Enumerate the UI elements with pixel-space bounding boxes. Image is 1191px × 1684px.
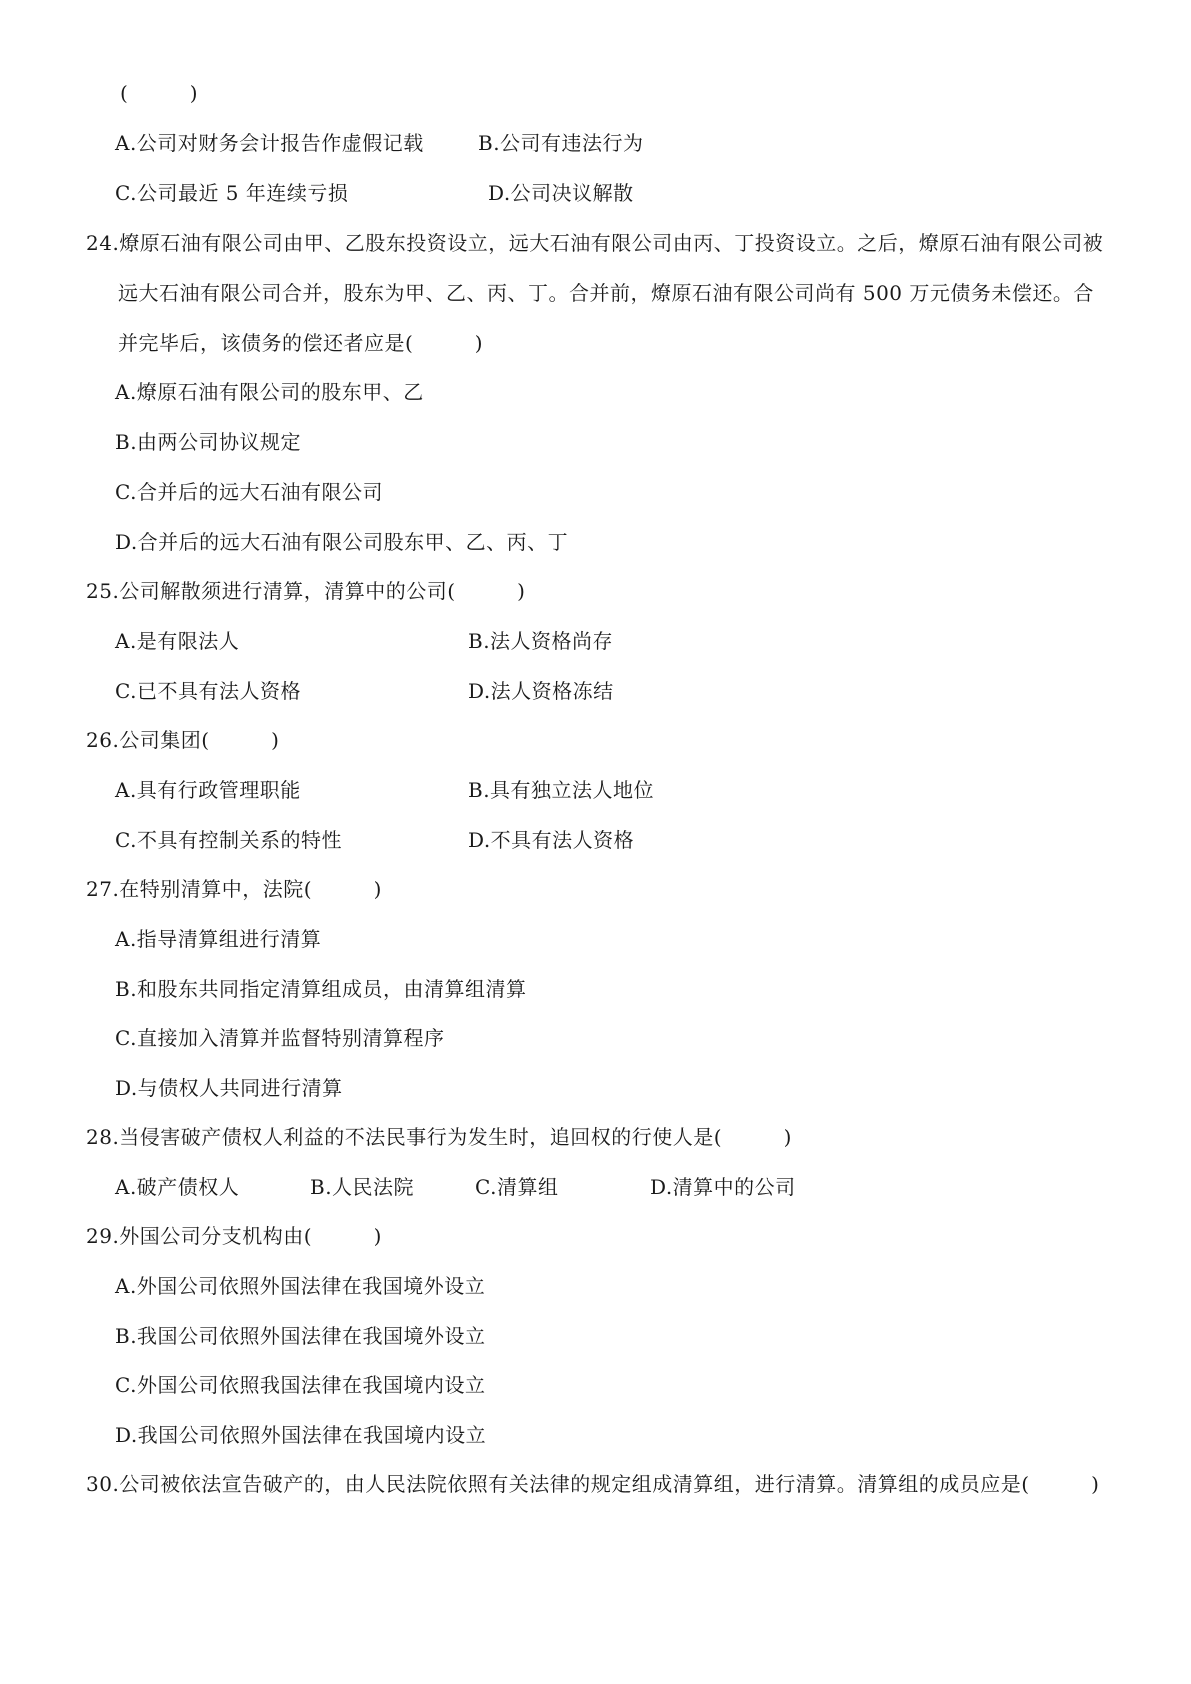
q24-stem-line2: 远大石油有限公司合并，股东为甲、乙、丙、丁。合并前，燎原石油有限公司尚有 500 万元债务未偿还。合: [118, 281, 1094, 305]
q23-option-b: B.公司有违法行为: [478, 131, 644, 155]
q26-option-c: C.不具有控制关系的特性: [115, 828, 342, 852]
q25-option-a: A.是有限法人: [115, 629, 240, 653]
q23-option-a: A.公司对财务会计报告作虚假记载: [115, 131, 424, 155]
q23-option-d: D.公司决议解散: [488, 181, 634, 205]
q24-option-d: D.合并后的远大石油有限公司股东甲、乙、丙、丁: [115, 530, 569, 554]
q28-option-b: B.人民法院: [310, 1175, 415, 1199]
q24-option-b: B.由两公司协议规定: [115, 430, 302, 454]
q27-option-d: D.与债权人共同进行清算: [115, 1076, 343, 1100]
q25-option-c: C.已不具有法人资格: [115, 679, 301, 703]
q29-stem: 29.外国公司分支机构由( ): [86, 1224, 382, 1248]
q28-stem: 28.当侵害破产债权人利益的不法民事行为发生时，追回权的行使人是( ): [86, 1125, 792, 1149]
q27-option-b: B.和股东共同指定清算组成员，由清算组清算: [115, 977, 527, 1001]
q28-option-c: C.清算组: [475, 1175, 559, 1199]
q28-option-a: A.破产债权人: [115, 1175, 240, 1199]
q25-option-d: D.法人资格冻结: [468, 679, 614, 703]
q26-option-d: D.不具有法人资格: [468, 828, 635, 852]
q30-stem: 30.公司被依法宣告破产的，由人民法院依照有关法律的规定组成清算组，进行清算。清算组的成员应是( ): [86, 1472, 1100, 1496]
q24-stem-line1: 24.燎原石油有限公司由甲、乙股东投资设立，远大石油有限公司由丙、丁投资设立。之后，燎原石油有限公司被: [86, 231, 1104, 255]
q26-stem: 26.公司集团( ): [86, 728, 280, 752]
q27-option-c: C.直接加入清算并监督特别清算程序: [115, 1026, 445, 1050]
q26-option-b: B.具有独立法人地位: [468, 778, 655, 802]
q25-option-b: B.法人资格尚存: [468, 629, 614, 653]
q25-stem: 25.公司解散须进行清算，清算中的公司( ): [86, 579, 526, 603]
q23-stem-tail: ( ): [120, 81, 199, 105]
q23-option-c: C.公司最近 5 年连续亏损: [115, 181, 349, 205]
q27-option-a: A.指导清算组进行清算: [115, 927, 322, 951]
q29-option-b: B.我国公司依照外国法律在我国境外设立: [115, 1324, 486, 1348]
q29-option-a: A.外国公司依照外国法律在我国境外设立: [115, 1274, 486, 1298]
q29-option-c: C.外国公司依照我国法律在我国境内设立: [115, 1373, 486, 1397]
q24-stem-line3: 并完毕后，该债务的偿还者应是( ): [118, 331, 484, 355]
q28-option-d: D.清算中的公司: [650, 1175, 796, 1199]
q24-option-a: A.燎原石油有限公司的股东甲、乙: [115, 380, 424, 404]
q26-option-a: A.具有行政管理职能: [115, 778, 301, 802]
q29-option-d: D.我国公司依照外国法律在我国境内设立: [115, 1423, 487, 1447]
q27-stem: 27.在特别清算中，法院( ): [86, 877, 382, 901]
q24-option-c: C.合并后的远大石油有限公司: [115, 480, 383, 504]
